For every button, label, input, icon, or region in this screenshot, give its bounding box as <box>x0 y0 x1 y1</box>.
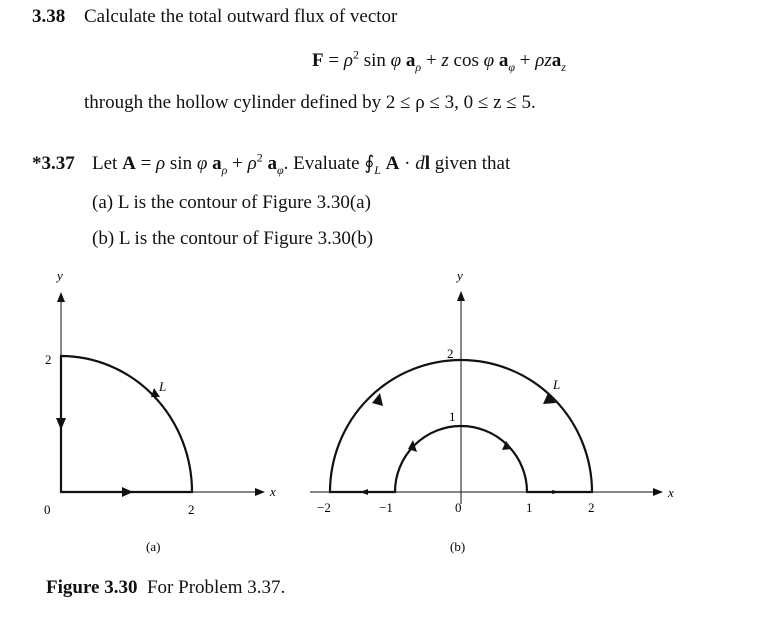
fig-a-tick-y: 2 <box>45 352 52 367</box>
fig-b-y-label: y <box>457 268 463 283</box>
fig-a-sub-caption: (a) <box>146 539 161 554</box>
fig-b-tick-x-1: 1 <box>526 500 533 515</box>
figure-caption-text: For Problem 3.37. <box>146 577 286 598</box>
problem-338-number: 3.38 <box>32 6 66 27</box>
fig-b-tick-x-0: 0 <box>455 500 462 515</box>
problem-337-tail: given that <box>434 153 511 174</box>
fig-b-sub-caption: (b) <box>450 539 466 554</box>
fig-b-arrow-right-segment <box>552 490 560 494</box>
problem-337-part-b: (b) L is the contour of Figure 3.30(b) <box>92 228 374 249</box>
fig-b-tick-y-outer: 2 <box>447 346 454 361</box>
fig-b-tick-x-2: 2 <box>588 500 595 515</box>
figure-caption <box>46 577 285 599</box>
fig-a-tick-x: 2 <box>188 502 195 517</box>
problem-337-statement: Let A = ρ sin φ $a_\rho + \rho^2$ $a_\varphi$. Evaluate $∮_L$ A · dl given that <box>92 150 511 177</box>
fig-a-y-label: y <box>57 268 63 283</box>
fig-b-tick-x-neg2: −2 <box>317 500 331 515</box>
problem-338-lead: Calculate the total outward flux of vector <box>84 6 398 27</box>
fig-b-curve-label: L <box>553 377 561 392</box>
fig-b-tick-x-neg1: −1 <box>379 500 393 515</box>
fig-b-x-label: x <box>668 485 674 500</box>
fig-a-x-label: x <box>270 484 276 499</box>
problem-337-number: *3.37 <box>32 153 75 174</box>
figure-b <box>310 268 674 554</box>
fig-a-contour <box>61 356 192 492</box>
problem-337-part-a: (a) L is the contour of Figure 3.30(a) <box>92 192 371 213</box>
figure-a <box>44 268 276 554</box>
vector-f-equation: $F = \rho^2$ sin φ $a_\rho + z$ cos φ $a_\varphi + \rho za_z$ <box>312 47 566 74</box>
fig-a-arrow-bottom <box>122 487 133 497</box>
fig-a-curve-label: L <box>159 379 167 394</box>
fig-b-tick-y-inner: 1 <box>449 409 456 424</box>
fig-a-arrow-left <box>56 418 66 430</box>
problem-338-condition: through the hollow cylinder defined by 2 ≤ ρ ≤ 3, 0 ≤ z ≤ 5. <box>84 92 536 113</box>
fig-a-tick-origin: 0 <box>44 502 51 517</box>
fig-b-arrow-left-segment <box>360 489 368 495</box>
figure-caption-label: Figure 3.30 <box>46 577 138 598</box>
